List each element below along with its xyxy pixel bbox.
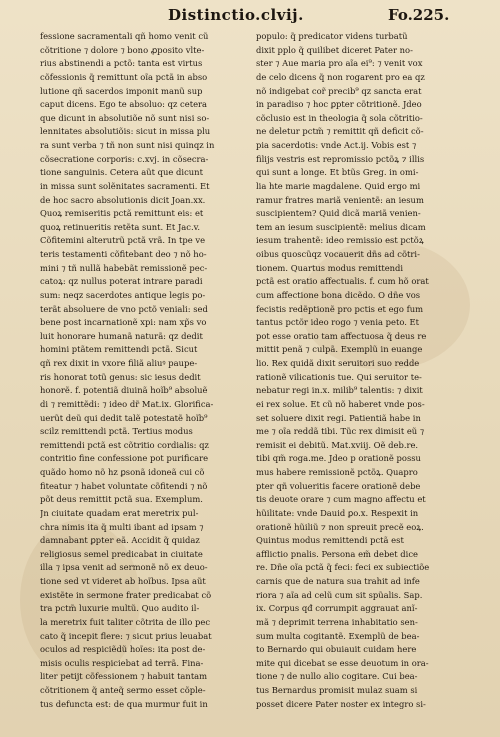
text-line: tione sanguinis. Cetera aũt que dicunt (40, 167, 203, 178)
text-line: to Bernardo qui obuiauit cuidam here (256, 644, 417, 655)
text-line: tionem. Quartus modus remittendi (256, 262, 404, 273)
text-line: set soluere dixit regi. Patientiã habe in (256, 412, 421, 423)
text-line: tione sed vt videret ab hoĩbus. Ipsa aũt (40, 576, 206, 586)
text-line: rationẽ vilicationis tue. Qui seruitor te- (256, 371, 422, 382)
text-line: existẽte in sermone frater predicabat cõ (40, 589, 212, 600)
text-line: cato q̃ incepit flere: ⁊ sicut prius leuabat (40, 630, 212, 641)
text-line: qui sunt a longe. Et btũs Greg. in omi- (256, 167, 419, 178)
text-line: ster ⁊ Aue maria pro aĩa ei⁹: ⁊ venit vox (256, 58, 423, 69)
text-line: illa ⁊ ipsa venit ad sermonẽ nõ ex deuo- (40, 562, 208, 573)
text-line: Cõfitemini alterutrũ pctã vrã. In tpe ve (40, 235, 206, 246)
text-line: mittit penã ⁊ culpã. Exemplũ in euange (256, 344, 423, 355)
text-line: remisit ei debitũ. Mat.xviij. Oẽ deb.re. (256, 439, 419, 450)
text-line: cõsecratione corporis: c.xvj. in cõsecra- (40, 153, 209, 164)
text-line: homini ptãtem remittendi pctã. Sicut (40, 344, 198, 355)
text-line: carnis que de natura sua trahit ad infe (256, 576, 420, 586)
text-line: rius abstinendi a pctõ: tanta est virtus (40, 58, 203, 69)
text-line: pter qñ volueritis facere orationẽ debe (256, 480, 421, 491)
text-line: nebatur regi in.x. milib⁹ talentis: ⁊ dixit (256, 385, 423, 396)
text-line: orationẽ hũiliũ ⁊ non spreuit precẽ eoꝝ. (256, 521, 424, 532)
text-line: fiteatur ⁊ habet voluntate cõfitendi ⁊ nõ (40, 480, 208, 491)
text-line: quãdo homo nõ hz ꝑsonã idoneã cui cõ (40, 467, 205, 477)
text-line: ei rex solue. Et cũ nõ haberet vnde pos- (256, 398, 425, 409)
text-line: terãt absoluere de vno pctõ veniali: sed (40, 303, 208, 314)
text-line: lia hte marie magdalene. Quid ergo mi (256, 180, 421, 191)
text-line: que dicunt in absolutiõe nõ sunt nisi so- (40, 112, 210, 123)
text-line: caput dicens. Ego te absoluo: qz cetera (40, 99, 208, 110)
text-line: fessione sacramentali qñ homo venit cũ (40, 31, 209, 41)
text-line: pctã est oratio affectualis. f. cum hõ orat (256, 276, 429, 287)
text-line: lutione qñ sacerdos imponit manũ sup (40, 85, 203, 96)
text-line: ra sunt verba ⁊ tñ non sunt nisi quinqz in (40, 140, 215, 150)
text-line: uerũt deũ qui dedit talẽ potestatẽ hoĩb⁹ (40, 412, 208, 423)
text-line: cum affectione bona dicẽdo. O dñe vos (256, 289, 421, 300)
page-header (0, 6, 500, 30)
text-line: mã ⁊ deprimit terrena inhabitatio sen- (256, 616, 418, 627)
text-line: me ⁊ oĩa reddã tibi. Tũc rex dimisit eũ ⁊ (256, 426, 425, 437)
text-line: cõfessionis q̃ remittunt oĩa pctã in abso (40, 71, 208, 82)
text-line: pia sacerdotis: vnde Act.ij. Vobis est ⁊ (256, 140, 417, 150)
text-line: mite qui dicebat se esse deuotum in ora- (256, 657, 429, 668)
text-line: ramur fratres mariã venientẽ: an iesum (256, 194, 424, 205)
running-title: Distinctio.clvij. (168, 6, 304, 24)
text-line: tione ⁊ de nullo alio cogitare. Cui bea- (256, 671, 418, 682)
text-line: hũilitate: vnde Dauid ꝑo.x. Respexit in (256, 507, 419, 518)
text-line: tra pctm̃ luxurie multũ. Quo audito il- (40, 603, 200, 614)
text-line: la meretrix fuit taliter cõtrita de illo pec (40, 616, 211, 627)
text-line: chra nimis ita q̃ multi ibant ad ipsam ⁊ (40, 521, 204, 532)
text-line: re. Dñe oĩa pctã q̃ feci: feci ex subiectiõe (256, 562, 430, 573)
text-line: remittendi pctã est cõtritio cordialis: qz (40, 439, 209, 450)
text-line: tis deuote orare ⁊ cum magno affectu et (256, 494, 426, 505)
text-line: de hoc sacro absolutionis dicit Joan.xx. (40, 194, 206, 205)
text-line: de celo dicens q̃ non rogarent pro ea qz (256, 71, 425, 82)
text-line: populo: q̃ predicator videns turbatũ (256, 31, 408, 41)
text-line: tus defuncta est: de qua murmur fuit in (40, 698, 208, 709)
text-column-right (256, 30, 470, 720)
text-line: riora ⁊ aĩa ad celũ cum sit spũalis. Sap. (256, 589, 423, 600)
text-line: cõclusio est in theologia q̃ sola cõtritio- (256, 112, 423, 123)
text-line: tem an iesum suscipientẽ: melius dicam (256, 221, 426, 232)
text-line: mini ⁊ tñ nullã habebãt remissionẽ pec- (40, 262, 208, 273)
text-line: filijs vestris est repromissio pctõꝝ ⁊ illis (256, 153, 425, 164)
text-line: luit honorare humanã naturã: qz dedit (40, 330, 203, 341)
text-line: catoꝝ: qz nullus poterat intrare paradi (40, 276, 203, 287)
text-line: di ⁊ remittẽdi: ⁊ ideo dr̃ Mat.ix. Glorifica- (40, 398, 214, 409)
text-line: pot esse oratio tam affectuosa q̃ deus re (256, 330, 427, 341)
text-line: tus Bernardus promisit mulaz suam si (256, 685, 418, 695)
text-line: honorẽ. f. potentiã diuinã hoĩb⁹ absoluẽ (40, 385, 208, 396)
text-line: teris testamenti cõfitebant deo ⁊ nõ ho- (40, 249, 207, 259)
text-line: ix. Corpus qđ corrumpit aggrauat anĩ- (256, 603, 418, 614)
text-line: afflictio pnalis. Persona em̃ debet dice (256, 548, 418, 559)
text-line: cõtritionem q̃ anteq̃ sermo esset cõple- (40, 685, 206, 695)
text-line: misis oculis respiciebat ad terrã. Fina- (40, 657, 204, 668)
text-line: lio. Rex quidã dixit seruitori suo redde (256, 358, 420, 368)
text-line: fecistis redẽptionẽ pro pctis et ego fum (256, 303, 424, 314)
text-line: mus habere remissionẽ pctõꝝ. Quapro (256, 467, 418, 477)
text-line: tantus pctõr ideo rogo ⁊ venia peto. Et (256, 317, 420, 328)
text-line: lennitates absolutiõis: sicut in missa plu (40, 126, 211, 137)
text-line: iesum trahentẽ: ideo remissio est pctõꝝ (256, 235, 424, 246)
text-column-left (40, 30, 254, 720)
text-line: dixit pplo q̃ quilibet diceret Pater no- (256, 44, 413, 55)
text-line: oculos ad respiciẽdũ hoĩes: ita post de- (40, 644, 206, 655)
text-line: posset dicere Pater noster ex integro si- (256, 698, 426, 709)
text-line: scilz remittendi pctã. Tertius modus (40, 426, 193, 437)
text-line: in paradiso ⁊ hoc ꝑpter cõtritionẽ. Jdeo (256, 99, 422, 110)
text-line: tibi qm̃ roga.me. Jdeo p orationẽ possu (256, 453, 421, 464)
text-line: liter petijt cõfessionem ⁊ habuit tantam (40, 671, 208, 682)
text-line: ris honorat totũ genus: sic iesus dedit (40, 371, 201, 382)
text-line: Jn ciuitate quadam erat meretrix pul- (40, 507, 199, 518)
text-line: nõ indigebat cor̃ precib⁹ qz sancta erat (256, 85, 422, 96)
text-line: contritio fine confessione pot purificare (40, 453, 209, 464)
text-line: oibus quoscũqz vocauerit dñs ad cõtri- (256, 249, 420, 259)
text-line: sum: neqz sacerdotes antique legis po- (40, 289, 206, 300)
text-line: Quoꝝ remiseritis pctã remittunt eis: et (40, 208, 204, 219)
text-line: suscipientem? Quid dicã mariã venien- (256, 208, 421, 219)
text-line: religiosus semel predicabat in ciuitate (40, 548, 203, 559)
text-line: ne deletur pctm̃ ⁊ remittit qñ deficit cõ- (256, 126, 424, 137)
text-line: damnabant ꝑpter eã. Accidit q̃ quidaz (40, 535, 200, 546)
folio-number: Fo.225. (388, 6, 450, 24)
text-line: quoꝝ retinueritis retẽta sunt. Et Jac.v. (40, 221, 201, 232)
text-line: sum multa cogitantẽ. Exemplũ de bea- (256, 630, 420, 641)
text-line: bene post incarnationẽ xpi: nam xp̃s vo (40, 317, 207, 328)
text-line: qñ rex dixit in vxore filiã aliuꝰ paupe- (40, 358, 198, 368)
text-line: põt deus remittit pctã sua. Exemplum. (40, 494, 203, 505)
text-line: Quintus modus remittendi pctã est (256, 535, 404, 546)
text-line: cõtritione ⁊ dolore ⁊ bono ꝓposito vlte- (40, 44, 205, 55)
text-line: in missa sunt solẽnitates sacramenti. Et (40, 180, 210, 191)
